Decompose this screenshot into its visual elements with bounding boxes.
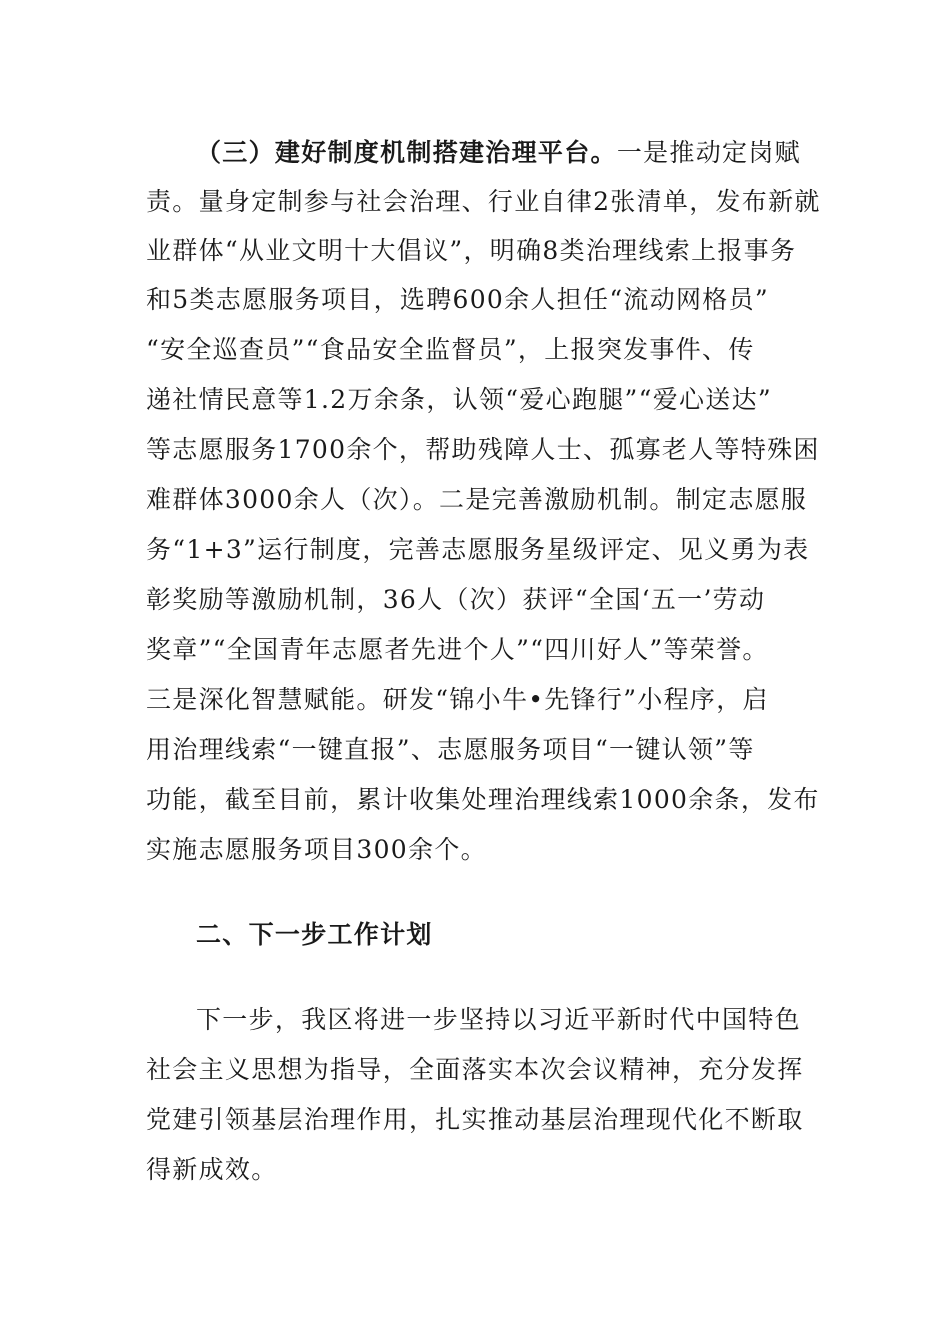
paragraph-line: 社会主义思想为指导，全面落实本次会议精神，充分发挥 xyxy=(146,1055,804,1084)
section-heading: 二、下一步工作计划 xyxy=(196,920,433,949)
paragraph-line: 务“1+3”运行制度，完善志愿服务星级评定、见义勇为表 xyxy=(146,535,810,564)
paragraph-line xyxy=(196,138,856,168)
paragraph-line: 递社情民意等1.2万余条，认领“爱心跑腿”“爱心送达” xyxy=(146,385,772,414)
paragraph-line: 难群体3000余人（次）。二是完善激励机制。制定志愿服 xyxy=(146,485,808,514)
paragraph-line: 功能，截至目前，累计收集处理治理线索1000余条，发布 xyxy=(146,785,820,814)
paragraph-line: 责。量身定制参与社会治理、行业自律2张清单，发布新就 xyxy=(146,187,821,216)
paragraph-text: 一是推动定岗赋 xyxy=(616,138,801,167)
paragraph-line: 实施志愿服务项目300余个。 xyxy=(146,835,487,864)
paragraph-line: 彰奖励等激励机制，36人（次）获评“全国‘五一’劳动 xyxy=(146,585,766,614)
paragraph-line: 奖章”“全国青年志愿者先进个人”“四川好人”等荣誉。 xyxy=(146,635,769,664)
paragraph-line: 三是深化智慧赋能。研发“锦小牛•先锋行”小程序，启 xyxy=(146,685,769,714)
paragraph-line: 得新成效。 xyxy=(146,1155,278,1184)
paragraph-line: 下一步，我区将进一步坚持以习近平新时代中国特色 xyxy=(196,1005,801,1034)
paragraph-line: 用治理线索“一键直报”、志愿服务项目“一键认领”等 xyxy=(146,735,755,764)
paragraph-line: “安全巡查员”“食品安全监督员”，上报突发事件、传 xyxy=(146,335,755,364)
paragraph-line: 业群体“从业文明十大倡议”，明确8类治理线索上报事务 xyxy=(146,236,797,265)
section-heading: （三）建好制度机制搭建治理平台。 xyxy=(196,138,617,167)
paragraph-line: 等志愿服务1700余个，帮助残障人士、孤寡老人等特殊困 xyxy=(146,435,820,464)
paragraph-line: 和5类志愿服务项目，选聘600余人担任“流动网格员” xyxy=(146,285,769,314)
paragraph-line: 党建引领基层治理作用，扎实推动基层治理现代化不断取 xyxy=(146,1105,804,1134)
